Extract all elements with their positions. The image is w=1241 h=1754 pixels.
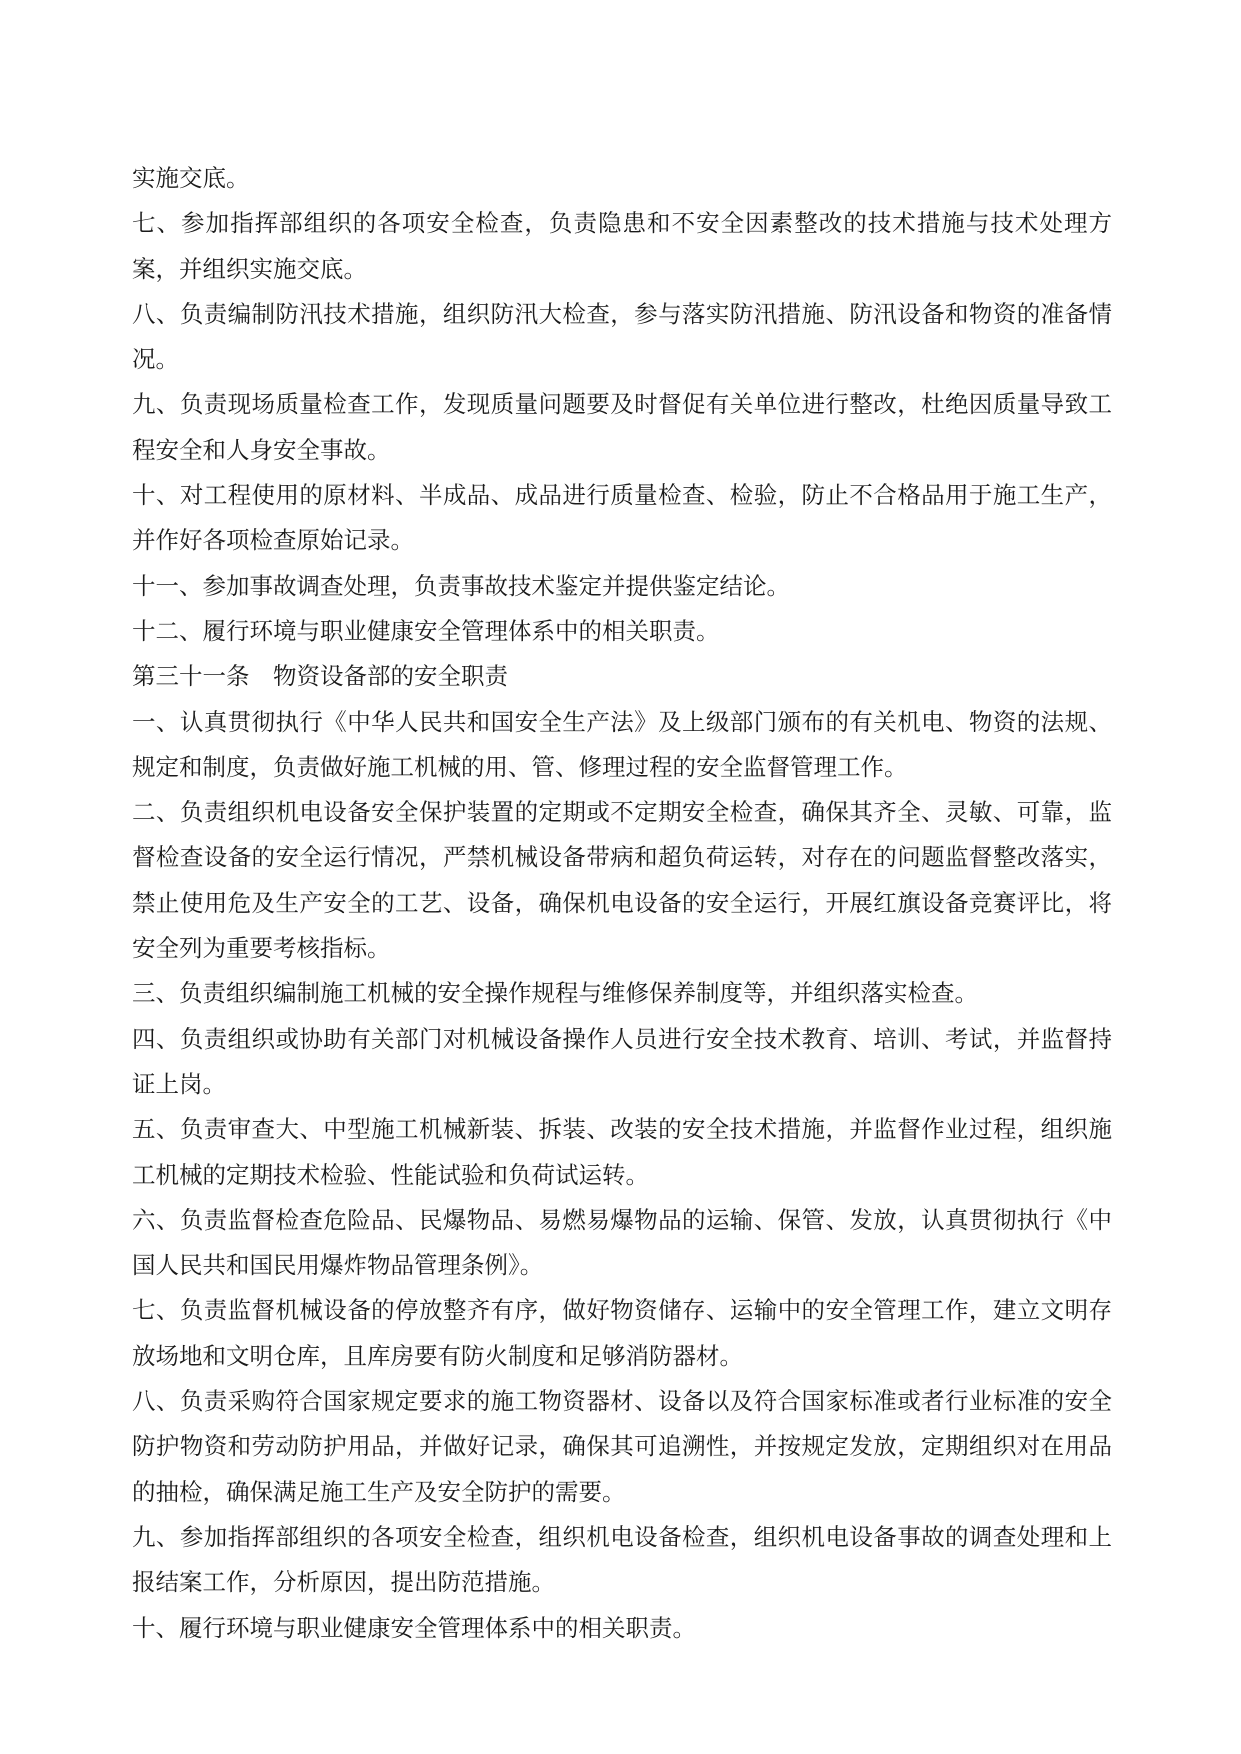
- paragraph-item-12: 十二、履行环境与职业健康安全管理体系中的相关职责。: [132, 616, 720, 645]
- duty-item-1: 一、认真贯彻执行《中华人民共和国安全生产法》及上级部门颁布的有关机电、物资的法规、规定和制度，负责做好施工机械的用、管、修理过程的安全监督管理工作。: [132, 707, 1112, 781]
- document-body: [132, 156, 1112, 1651]
- duty-item-7: 七、负责监督机械设备的停放整齐有序，做好物资储存、运输中的安全管理工作，建立文明存放场地和文明仓库，且库房要有防火制度和足够消防器材。: [132, 1296, 1112, 1370]
- paragraph-continuation: 实施交底。: [132, 164, 250, 192]
- duty-item-6: 六、负责监督检查危险品、民爆物品、易燃易爆物品的运输、保管、发放，认真贯彻执行《中国人民共和国民用爆炸物品管理条例》。: [132, 1205, 1112, 1280]
- paragraph-item-9: 九、负责现场质量检查工作，发现质量问题要及时督促有关单位进行整改，杜绝因质量导致工程安全和人身安全事故。: [132, 390, 1112, 464]
- paragraph-item-8: 八、负责编制防汛技术措施，组织防汛大检查，参与落实防汛措施、防汛设备和物资的准备情况。: [132, 299, 1112, 374]
- paragraph-item-11: 十一、参加事故调查处理，负责事故技术鉴定并提供鉴定结论。: [132, 571, 790, 600]
- duty-item-9: 九、参加指挥部组织的各项安全检查，组织机电设备检查，组织机电设备事故的调查处理和上报结案工作，分析原因，提出防范措施。: [132, 1522, 1112, 1597]
- duty-item-2: 二、负责组织机电设备安全保护装置的定期或不定期安全检查，确保其齐全、灵敏、可靠，监督检查设备的安全运行情况，严禁机械设备带病和超负荷运转，对存在的问题监督整改落实，禁止使用危及生产安全的工艺、设备，确保机电设备的安全运行，开展红旗设备竞赛评比，将安全列为重要考核指标。: [132, 798, 1112, 963]
- paragraph-item-7: 七、参加指挥部组织的各项安全检查，负责隐患和不安全因素整改的技术措施与技术处理方案，并组织实施交底。: [132, 209, 1112, 283]
- duty-item-8: 八、负责采购符合国家规定要求的施工物资器材、设备以及符合国家标准或者行业标准的安全防护物资和劳动防护用品，并做好记录，确保其可追溯性，并按规定发放，定期组织对在用品的抽检，确保满足施工生产及安全防护的需要。: [132, 1387, 1112, 1506]
- duty-item-4: 四、负责组织或协助有关部门对机械设备操作人员进行安全技术教育、培训、考试，并监督持证上岗。: [132, 1024, 1112, 1098]
- duty-item-10: 十、履行环境与职业健康安全管理体系中的相关职责。: [132, 1613, 696, 1642]
- duty-item-5: 五、负责审查大、中型施工机械新装、拆装、改装的安全技术措施，并监督作业过程，组织施工机械的定期技术检验、性能试验和负荷试运转。: [132, 1115, 1112, 1189]
- duty-item-3: 三、负责组织编制施工机械的安全操作规程与维修保养制度等，并组织落实检查。: [132, 979, 978, 1008]
- paragraph-item-10: 十、对工程使用的原材料、半成品、成品进行质量检查、检验，防止不合格品用于施工生产，并作好各项检查原始记录。: [132, 481, 1112, 555]
- article-heading: 第三十一条 物资设备部的安全职责: [132, 662, 508, 691]
